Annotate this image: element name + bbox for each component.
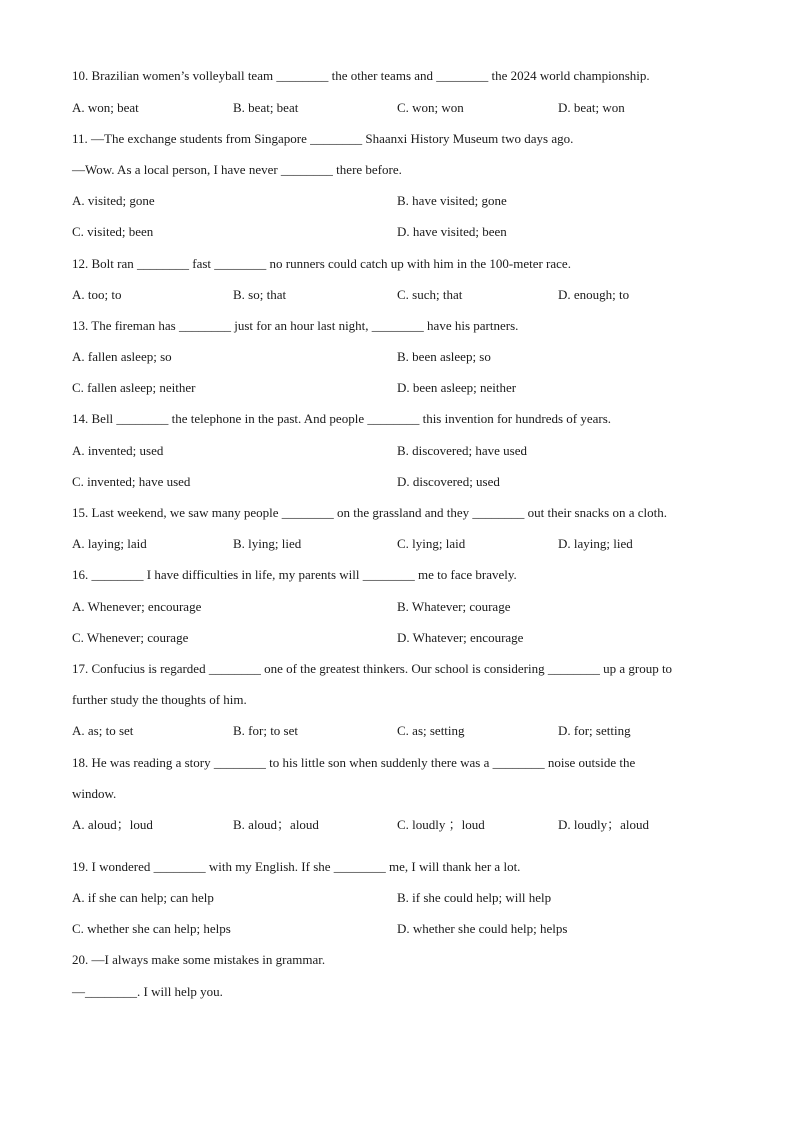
q10-option-b: B. beat; beat xyxy=(233,100,299,115)
q19-option-a: A. if she can help; can help xyxy=(72,890,214,905)
q17-option-a: A. as; to set xyxy=(72,723,134,738)
q10-option-c: C. won; won xyxy=(397,100,464,115)
q19-stem: 19. I wondered ________ with my English. If she ________ me, I will thank her a lot. xyxy=(72,859,521,874)
q17-option-b: B. for; to set xyxy=(233,723,298,738)
q11-stem-line-1: 11. —The exchange students from Singapore ________ Shaanxi History Museum two days ago. xyxy=(72,131,574,146)
q18-stem-line-2: window. xyxy=(72,786,117,801)
q13-option-a: A. fallen asleep; so xyxy=(72,349,172,364)
q11-option-d: D. have visited; been xyxy=(397,224,507,239)
q11-option-a: A. visited; gone xyxy=(72,193,155,208)
q16-option-c: C. Whenever; courage xyxy=(72,630,189,645)
q11-option-c: C. visited; been xyxy=(72,224,154,239)
q12-option-a: A. too; to xyxy=(72,287,122,302)
q12-option-d: D. enough; to xyxy=(558,287,630,302)
q18-option-d: D. loudly；aloud xyxy=(558,817,649,832)
q13-option-b: B. been asleep; so xyxy=(397,349,491,364)
q17-stem-line-2: further study the thoughts of him. xyxy=(72,692,247,707)
q19-option-d: D. whether she could help; helps xyxy=(397,921,568,936)
q17-option-d: D. for; setting xyxy=(558,723,631,738)
q11-stem-line-2: —Wow. As a local person, I have never ________ there before. xyxy=(72,162,402,177)
q19-option-b: B. if she could help; will help xyxy=(397,890,552,905)
q17-stem-line-1: 17. Confucius is regarded ________ one of the greatest thinkers. Our school is considering ________ up a group to xyxy=(72,661,673,676)
q15-option-b: B. lying; lied xyxy=(233,536,302,551)
q14-stem: 14. Bell ________ the telephone in the past. And people ________ this invention for hundreds of years. xyxy=(72,411,612,426)
q16-option-d: D. Whatever; encourage xyxy=(397,630,524,645)
q15-stem: 15. Last weekend, we saw many people ________ on the grassland and they ________ out their snacks on a cloth. xyxy=(72,505,667,520)
q16-option-a: A. Whenever; encourage xyxy=(72,599,202,614)
q17-option-c: C. as; setting xyxy=(397,723,465,738)
q18-option-b: B. aloud；aloud xyxy=(233,817,319,832)
q14-option-b: B. discovered; have used xyxy=(397,443,527,458)
q15-option-c: C. lying; laid xyxy=(397,536,466,551)
q20-stem-line-2: —________. I will help you. xyxy=(72,984,223,999)
q16-stem: 16. ________ I have difficulties in life, my parents will ________ me to face bravely. xyxy=(72,567,517,582)
q14-option-a: A. invented; used xyxy=(72,443,164,458)
q13-stem: 13. The fireman has ________ just for an hour last night, ________ have his partners. xyxy=(72,318,519,333)
q11-option-b: B. have visited; gone xyxy=(397,193,507,208)
q13-option-d: D. been asleep; neither xyxy=(397,380,517,395)
q14-option-c: C. invented; have used xyxy=(72,474,191,489)
q12-option-c: C. such; that xyxy=(397,287,463,302)
q12-option-b: B. so; that xyxy=(233,287,287,302)
q10-option-a: A. won; beat xyxy=(72,100,139,115)
q18-option-c: C. loudly ；loud xyxy=(397,817,485,832)
q13-option-c: C. fallen asleep; neither xyxy=(72,380,196,395)
q18-stem-line-1: 18. He was reading a story ________ to his little son when suddenly there was a ________ noise outside the xyxy=(72,755,636,770)
q18-option-a: A. aloud；loud xyxy=(72,817,153,832)
q14-option-d: D. discovered; used xyxy=(397,474,500,489)
q15-option-d: D. laying; lied xyxy=(558,536,633,551)
q10-option-d: D. beat; won xyxy=(558,100,625,115)
q15-option-a: A. laying; laid xyxy=(72,536,147,551)
q19-option-c: C. whether she can help; helps xyxy=(72,921,231,936)
q16-option-b: B. Whatever; courage xyxy=(397,599,511,614)
q20-stem-line-1: 20. —I always make some mistakes in grammar. xyxy=(72,952,326,967)
q12-stem: 12. Bolt ran ________ fast ________ no runners could catch up with him in the 100-meter race. xyxy=(72,256,571,271)
q10-stem: 10. Brazilian women’s volleyball team ________ the other teams and ________ the 2024 world championship. xyxy=(72,68,650,83)
